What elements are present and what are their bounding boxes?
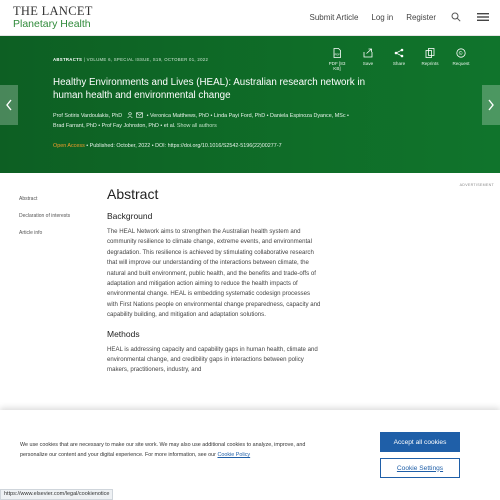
pdf-button[interactable] <box>326 48 348 71</box>
status-bar-url: https://www.elsevier.com/legal/cookienotice <box>0 489 113 500</box>
site-header <box>0 0 500 36</box>
person-icon <box>127 112 133 118</box>
share-label: Share <box>392 61 406 66</box>
svg-text:©: © <box>458 50 463 57</box>
abstract-heading: Abstract <box>107 186 159 202</box>
meta-separator: • <box>86 143 90 149</box>
reprints-label: Reprints <box>421 61 439 66</box>
published-date: Published: October, 2022 <box>89 143 151 149</box>
email-icon[interactable] <box>136 112 143 118</box>
accept-all-cookies-button[interactable]: Accept all cookies <box>380 432 460 452</box>
chevron-right-icon <box>487 99 495 111</box>
outline-item-abstract[interactable]: Abstract <box>19 196 38 202</box>
methods-heading: Methods <box>107 328 140 339</box>
show-all-authors-link[interactable]: Show all authors <box>176 123 217 129</box>
reprints-button[interactable] <box>419 48 441 71</box>
breadcrumb-separator: | <box>83 57 87 62</box>
outline-item-declaration[interactable]: Declaration of interests <box>19 213 71 219</box>
article-meta <box>53 143 282 149</box>
author-list-rest[interactable]: • Veronica Matthews, PhD • Linda Payi Ford, PhD • Daniela Espinoza Dyance, MSc • <box>146 113 349 119</box>
breadcrumb-type[interactable]: ABSTRACTS <box>53 57 83 62</box>
save-label: Save <box>362 61 374 66</box>
breadcrumb-issue[interactable]: VOLUME 6, SPECIAL ISSUE, S19, OCTOBER 01, 2022 <box>86 57 209 62</box>
article-title: Healthy Environments and Lives (HEAL): Australian research network in human health and environmental change <box>53 77 366 101</box>
next-article-arrow[interactable] <box>482 85 500 125</box>
meta-separator: • <box>151 143 156 149</box>
cookie-settings-button[interactable] <box>380 458 460 478</box>
submit-article-link[interactable]: Submit Article <box>309 12 359 22</box>
request-icon <box>456 48 466 58</box>
logo-line2: Planetary Health <box>13 17 91 30</box>
request-button[interactable] <box>450 48 472 71</box>
cookie-banner <box>0 410 500 500</box>
save-button[interactable] <box>357 48 379 71</box>
previous-article-arrow[interactable] <box>0 85 18 125</box>
logo-line1: THE LANCET <box>13 4 93 18</box>
cookie-settings-label: Cookie Settings <box>396 464 444 472</box>
outline-item-article-info[interactable]: Article info <box>19 230 43 236</box>
menu-icon[interactable] <box>476 10 490 24</box>
doi-link[interactable]: DOI: https://doi.org/10.1016/S2542-5196(22)00277-7 <box>155 143 282 149</box>
login-link[interactable]: Log in <box>371 12 394 22</box>
author-list <box>53 111 398 131</box>
advertisement-label: ADVERTISEMENT <box>459 183 494 187</box>
article-body <box>107 186 322 376</box>
save-icon <box>363 48 373 58</box>
article-outline-nav <box>19 191 70 242</box>
background-heading: Background <box>107 211 153 221</box>
cookie-notice-text <box>20 440 320 460</box>
author-first[interactable]: Prof Sotiris Vardoulakis, PhD <box>53 113 123 119</box>
breadcrumb <box>53 57 208 62</box>
reprints-icon <box>425 48 435 58</box>
open-access-badge: Open Access <box>53 143 85 149</box>
pdf-label: PDF [83 KB] <box>328 61 346 71</box>
share-icon <box>394 48 404 58</box>
article-hero <box>0 36 500 173</box>
search-icon[interactable] <box>449 10 463 24</box>
methods-paragraph: HEAL is addressing capacity and capability gaps in human health, climate and environmental change, and credibility gaps in interactions between policy makers, practitioners, industry, and <box>107 345 318 374</box>
header-nav <box>310 10 491 24</box>
svg-text:PDF: PDF <box>334 53 340 57</box>
journal-logo[interactable] <box>13 5 93 29</box>
background-paragraph: The HEAL Network aims to strengthen the Australian health system and community resilience to climate change, extreme events, and environmental degradation. This resilience is achieved by stimulating collaborative research that will improve our understanding of the interactions between climate, the natural and built environment, public health, and the benefits and trade-offs of adaptation and mitigation action aiming to reduce the health impacts of environmental change. HEAL is embedding systematic codesign processes with First Nations people on environmental change preparedness, capacity and capability building, and mitigation and adaptation solutions. <box>107 228 321 319</box>
register-link[interactable]: Register <box>406 12 436 22</box>
article-actions <box>326 48 472 71</box>
pdf-icon <box>332 48 342 58</box>
cookie-notice-body: We use cookies that are necessary to make our site work. We may also use additional cookies to analyze, improve, and personalize our content and your digital experience. For more information, see our <box>20 442 306 458</box>
share-button[interactable] <box>388 48 410 71</box>
chevron-left-icon <box>5 99 13 111</box>
request-label: Request <box>452 61 470 66</box>
cookie-policy-link[interactable]: Cookie Policy <box>217 452 251 458</box>
author-list-line2[interactable]: Brad Farrant, PhD • Prof Fay Johnston, PhD • et al. <box>53 123 176 129</box>
